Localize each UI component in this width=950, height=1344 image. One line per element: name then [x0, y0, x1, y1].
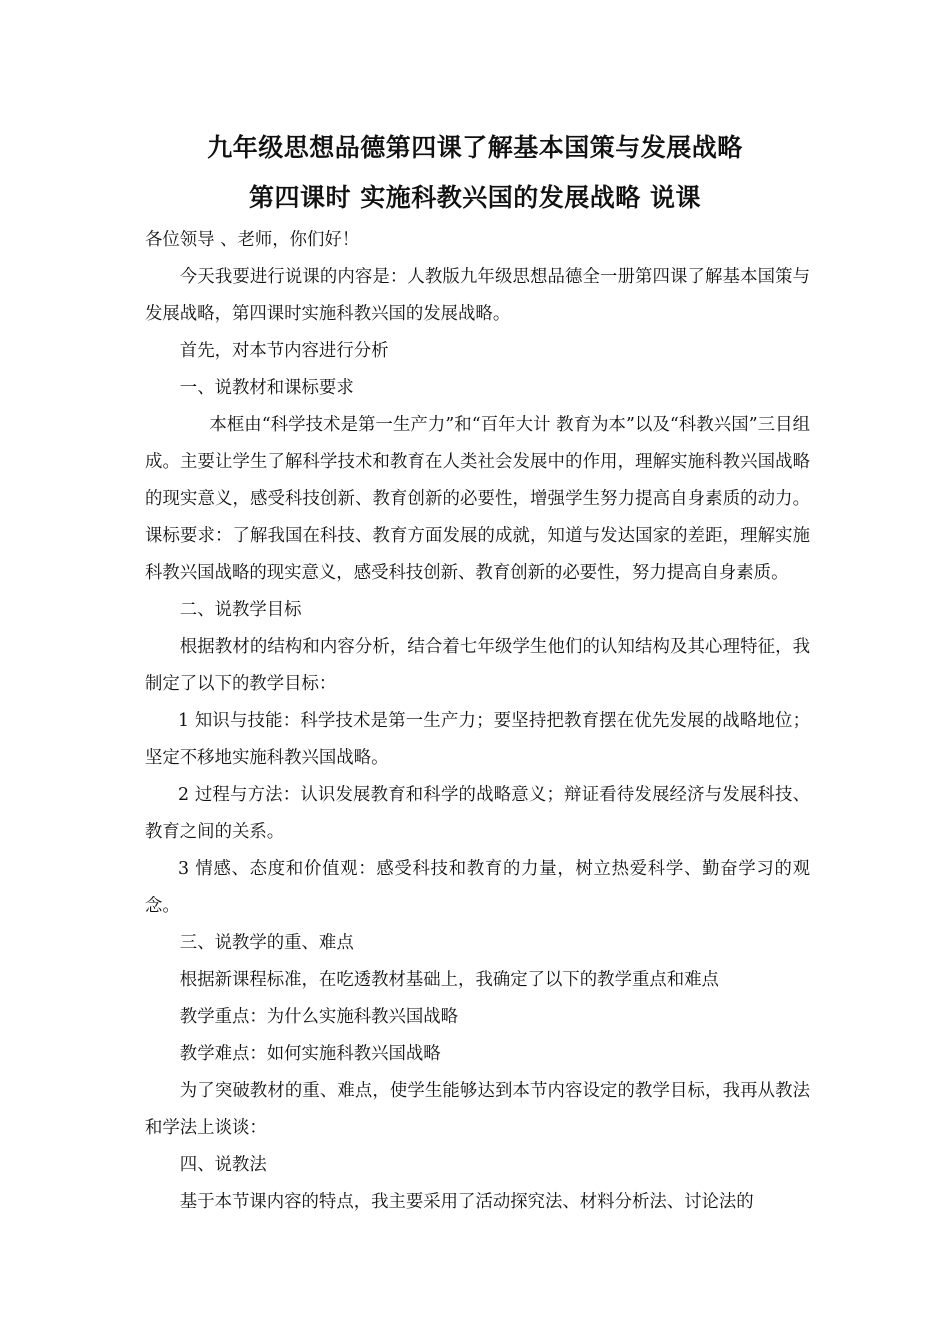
section-heading-methods: 四、说教法 — [179, 1155, 267, 1175]
greeting-paragraph: 各位领导 、老师，你们好！ — [145, 230, 360, 250]
intro-paragraph: 今天我要进行说课的内容是：人教版九年级思想品德全一册第四课了解基本国策与发展战略，第四课时实施科教兴国的发展战略。 — [145, 267, 810, 324]
difficult-point-paragraph: 教学难点：如何实施科教兴国战略 — [179, 1044, 441, 1064]
objectives-lead-paragraph: 根据教材的结构和内容分析，结合着七年级学生他们的认知结构及其心理特征，我制定了以下的教学目标： — [145, 637, 810, 694]
analysis-lead-paragraph: 首先，对本节内容进行分析 — [179, 341, 389, 361]
key-points-lead-paragraph: 根据新课程标准，在吃透教材基础上，我确定了以下的教学重点和难点 — [179, 970, 719, 990]
transition-paragraph: 为了突破教材的重、难点，使学生能够达到本节内容设定的教学目标，我再从教法和学法上谈谈： — [145, 1081, 810, 1138]
section-heading-textbook: 一、说教材和课标要求 — [179, 378, 354, 398]
document-body — [145, 222, 810, 1221]
section-heading-objectives: 二、说教学目标 — [179, 600, 302, 620]
key-point-paragraph: 教学重点：为什么实施科教兴国战略 — [179, 1007, 459, 1027]
objective-emotion: 3 情感、态度和价值观：感受科技和教育的力量，树立热爱科学、勤奋学习的观念。 — [145, 859, 810, 916]
document-subtitle: 第四课时 实施科教兴国的发展战略 说课 — [249, 183, 701, 212]
objective-process: 2 过程与方法：认识发展教育和科学的战略意义；辩证看待发展经济与发展科技、教育之间的关系。 — [145, 785, 810, 842]
section-heading-key-points: 三、说教学的重、难点 — [179, 933, 354, 953]
document-title: 九年级思想品德第四课了解基本国策与发展战略 — [207, 133, 743, 162]
textbook-paragraph: 本框由“科学技术是第一生产力”和“百年大计 教育为本”以及“科教兴国”三目组成。主要让学生了解科学技术和教育在人类社会发展中的作用，理解实施科教兴国战略的现实意义，感受科技创新、教育创新的必要性，增强学生努力提高自身素质的动力。课标要求：了解我国在科技、教育方面发展的成就，知道与发达国家的差距，理解实施科教兴国战略的现实意义，感受科技创新、教育创新的必要性，努力提高自身素质。 — [145, 415, 810, 583]
methods-paragraph: 基于本节课内容的特点，我主要采用了活动探究法、材料分析法、讨论法的 — [179, 1192, 754, 1212]
objective-knowledge: 1 知识与技能：科学技术是第一生产力；要坚持把教育摆在优先发展的战略地位；坚定不移地实施科教兴国战略。 — [145, 711, 810, 768]
